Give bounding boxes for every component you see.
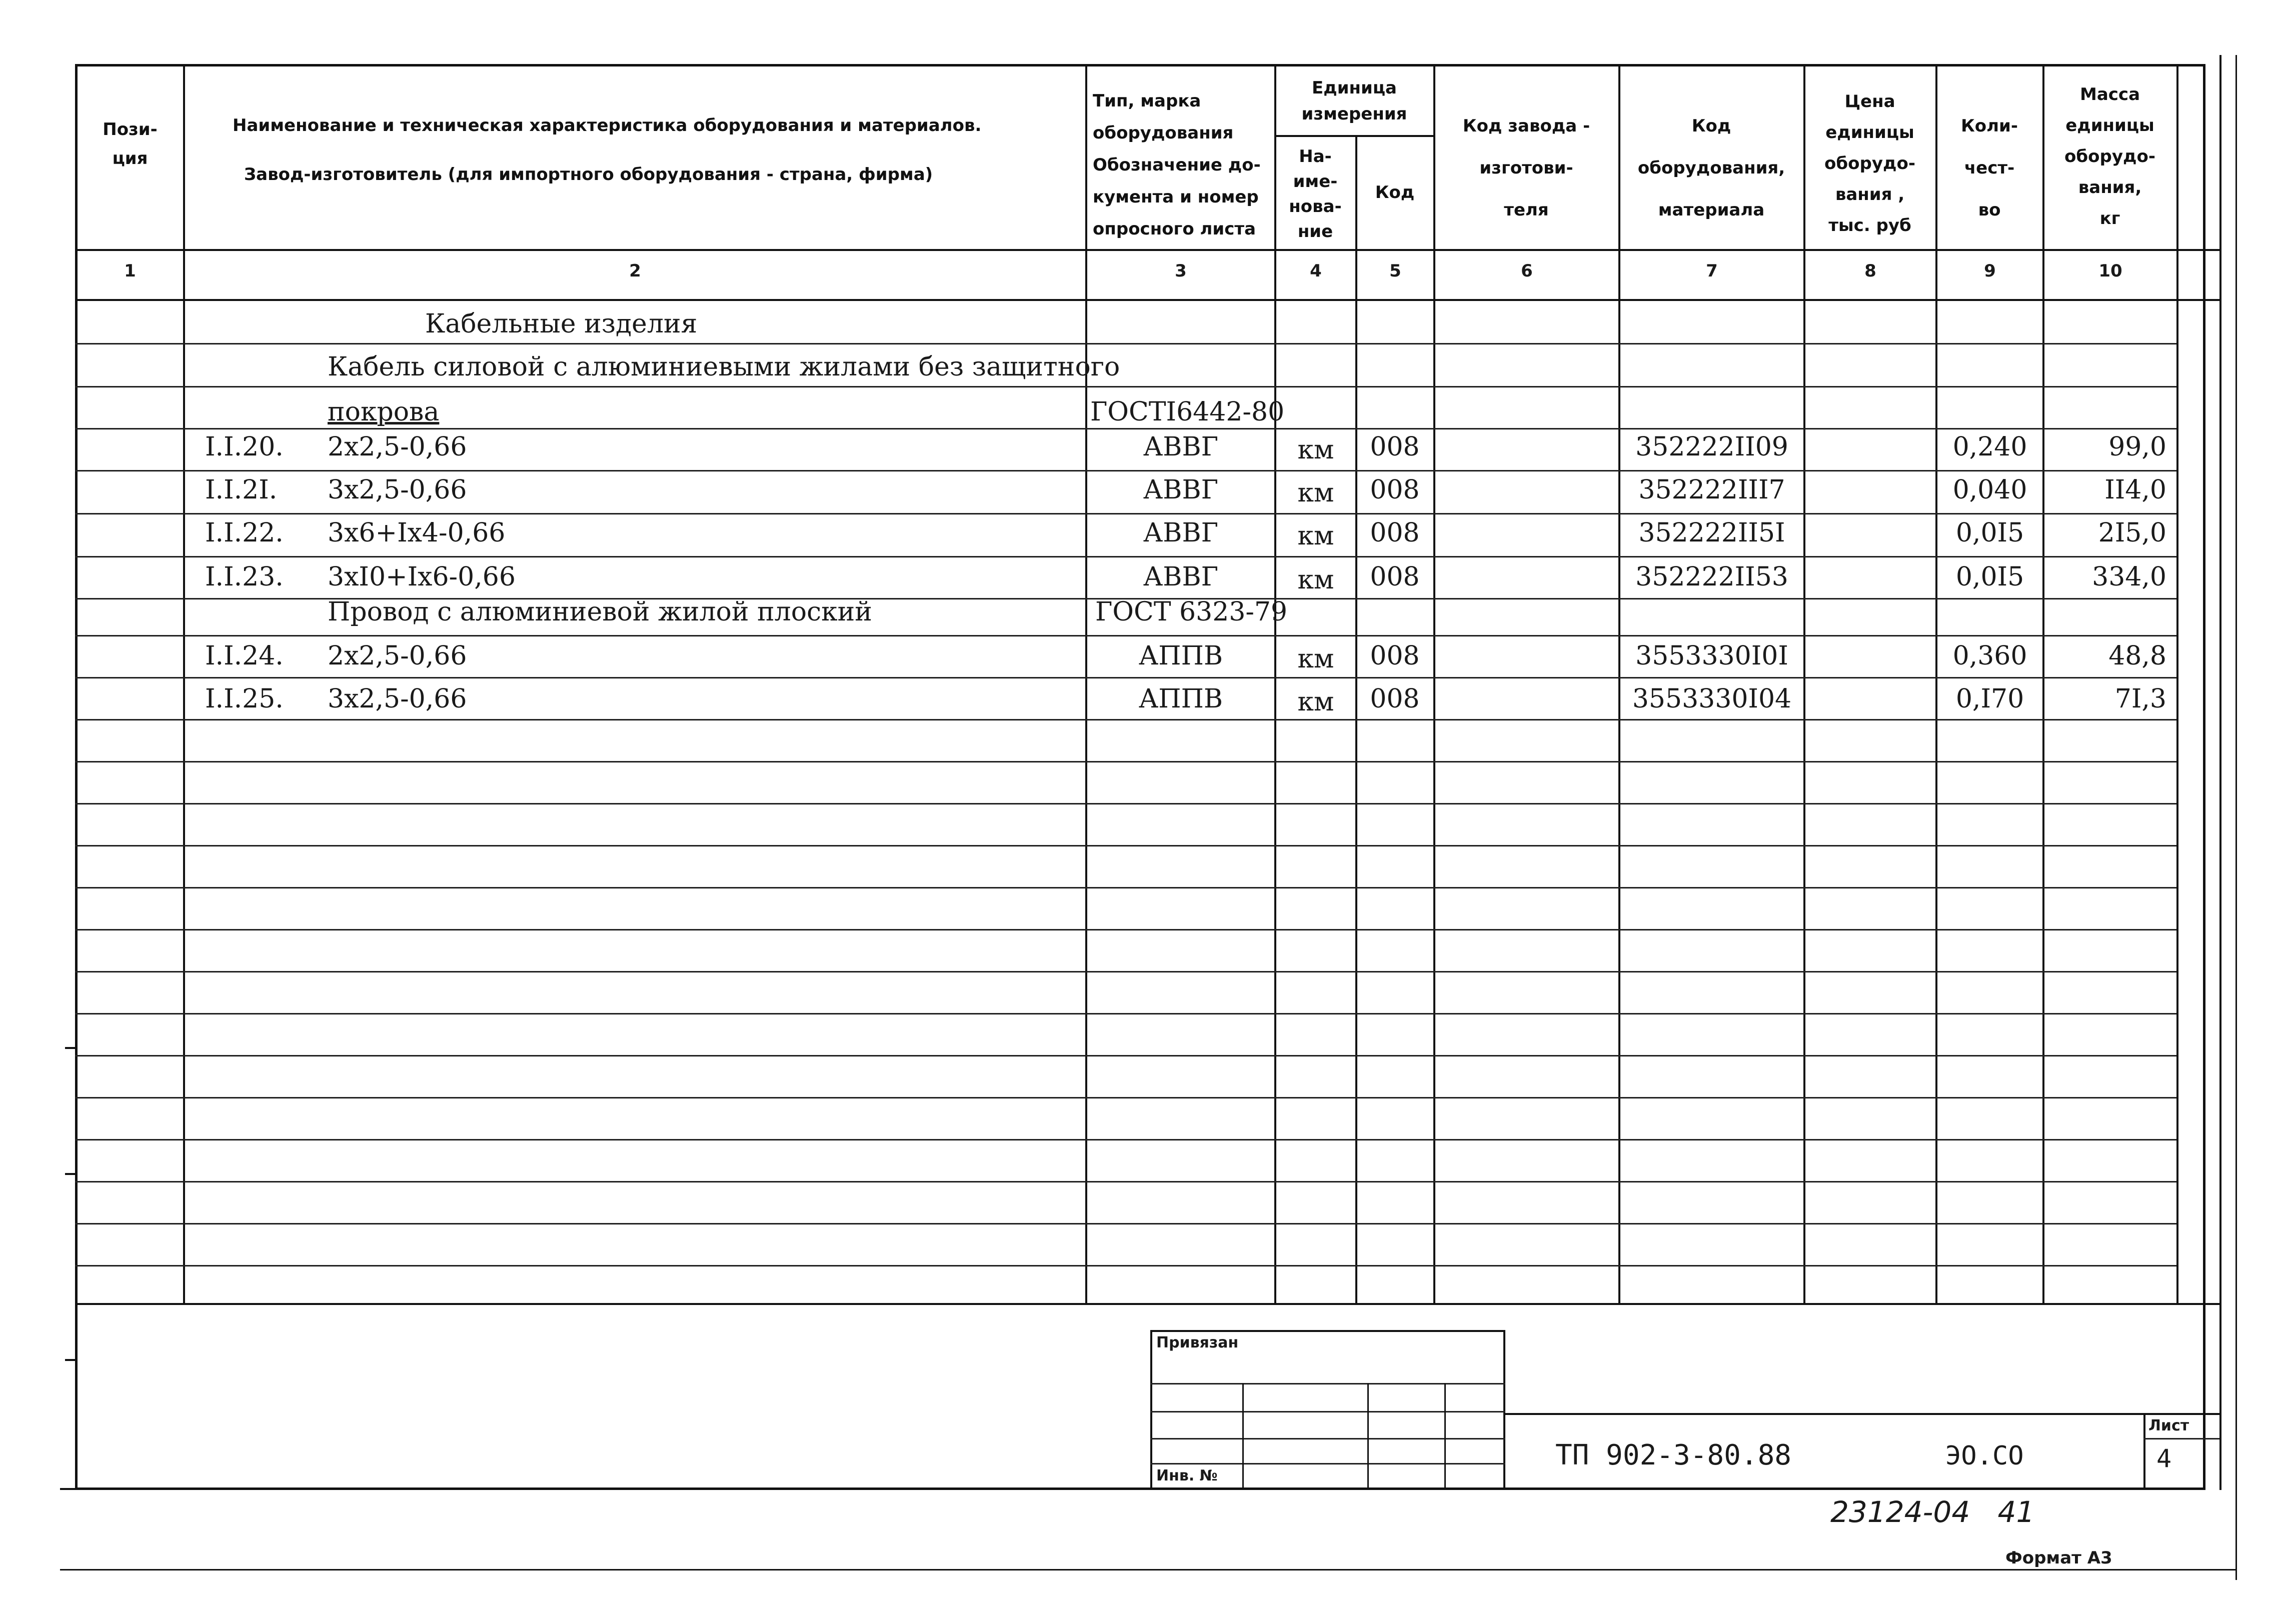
- footer-rule: [60, 1569, 2235, 1570]
- item-mass: 334,0: [2092, 562, 2166, 592]
- item-material-code: 3553330I04: [1632, 684, 1792, 714]
- header-position: Пози- ция: [103, 120, 158, 168]
- header-unit-group: Единица измерения: [1301, 78, 1407, 124]
- row-line: [75, 1013, 2176, 1014]
- row-line: [75, 887, 2176, 888]
- item-name: Кабельные изделия: [425, 309, 698, 339]
- header-unit-code: Код: [1375, 182, 1415, 202]
- body-bottom-line: [75, 1303, 2219, 1305]
- margin-tick: [65, 1359, 76, 1361]
- attached-label: Привязан: [1156, 1334, 1239, 1352]
- item-position: I.I.25.: [205, 684, 284, 714]
- header-material-code: Код оборудования, материала: [1637, 116, 1785, 220]
- item-name: Провод с алюминиевой жилой плоский: [328, 597, 872, 627]
- row-line: [75, 1097, 2176, 1098]
- item-mass: 99,0: [2108, 432, 2166, 462]
- row-line: [75, 803, 2176, 804]
- item-name: покрова: [328, 397, 440, 427]
- row-line: [75, 1139, 2176, 1140]
- stamp-line: [1150, 1463, 1505, 1464]
- header-price: Цена единицы оборудо- вания , тыс. руб: [1824, 92, 1915, 236]
- stamp-line: [1150, 1438, 1505, 1440]
- item-type: ГОСТ 6323-79: [1095, 597, 1288, 627]
- item-unit: км: [1297, 687, 1334, 717]
- bottom-rule: [60, 1488, 1155, 1490]
- header-name-line2: Завод-изготовитель (для импортного оборудования - страна, фирма): [244, 164, 933, 184]
- item-material-code: 352222III7: [1638, 475, 1785, 505]
- row-line: [75, 343, 2176, 344]
- col-line-5: [1433, 64, 1435, 1304]
- page-right-edge: [2219, 55, 2221, 1490]
- item-type: АВВГ: [1143, 432, 1219, 462]
- inventory-label: Инв. №: [1156, 1467, 1218, 1484]
- stamp-divider: [1367, 1383, 1369, 1490]
- row-line: [75, 1265, 2176, 1266]
- sheet-number: 4: [2156, 1444, 2172, 1473]
- item-mass: 7I,3: [2114, 684, 2166, 714]
- header-name-line1: Наименование и техническая характеристика оборудования и материалов.: [233, 116, 982, 136]
- item-unit-code: 008: [1370, 518, 1420, 548]
- col-line-7: [1803, 64, 1805, 1304]
- item-type: АППВ: [1138, 641, 1223, 671]
- title-block-top: [1505, 1413, 2219, 1415]
- row-line: [75, 761, 2176, 762]
- column-number: 7: [1706, 261, 1718, 281]
- format-label: Формат А3: [2005, 1548, 2112, 1568]
- item-name: 3хI0+Iх6-0,66: [328, 562, 516, 592]
- sheet-label-line: [2143, 1438, 2219, 1440]
- margin-tick: [65, 1173, 76, 1175]
- row-line: [75, 1181, 2176, 1182]
- item-unit-code: 008: [1370, 684, 1420, 714]
- item-position: I.I.23.: [205, 562, 284, 592]
- column-number: 9: [1984, 261, 1996, 281]
- header-type: Тип, марка оборудования Обозначение до- кумента и номер опросного листа: [1093, 91, 1261, 239]
- margin-tick: [65, 1047, 76, 1049]
- column-number: 8: [1864, 261, 1876, 281]
- item-type: АВВГ: [1143, 475, 1219, 505]
- item-name: 2х2,5-0,66: [328, 432, 467, 462]
- item-type: АВВГ: [1143, 562, 1219, 592]
- item-unit: км: [1297, 478, 1334, 508]
- column-number: 4: [1310, 261, 1322, 281]
- item-position: I.I.2I.: [205, 475, 278, 505]
- col-line-10: [2176, 64, 2178, 1304]
- item-name: 3х2,5-0,66: [328, 684, 467, 714]
- row-line: [75, 929, 2176, 930]
- item-quantity: 0,360: [1952, 641, 2027, 671]
- item-unit: км: [1297, 521, 1334, 551]
- row-line: [75, 1223, 2176, 1224]
- item-name: 2х2,5-0,66: [328, 641, 467, 671]
- header-bottom-line: [75, 249, 2219, 251]
- header-quantity: Коли- чест- во: [1961, 116, 2018, 220]
- item-mass: II4,0: [2104, 475, 2166, 505]
- item-material-code: 3553330I0I: [1635, 641, 1788, 671]
- header-plant-code: Код завода - изготови- теля: [1462, 116, 1590, 220]
- section-code: ЭО.СО: [1945, 1441, 2024, 1471]
- column-number: 5: [1389, 261, 1401, 281]
- item-type: ГОСТI6442-80: [1090, 397, 1285, 427]
- item-material-code: 352222II5I: [1638, 518, 1785, 548]
- item-name: 3х6+Iх4-0,66: [328, 518, 506, 548]
- column-number: 3: [1175, 261, 1187, 281]
- attached-box: [1150, 1330, 1505, 1490]
- unit-subheader-line: [1274, 135, 1433, 137]
- item-unit-code: 008: [1370, 432, 1420, 462]
- item-mass: 2I5,0: [2098, 518, 2166, 548]
- item-unit-code: 008: [1370, 562, 1420, 592]
- stamp-divider: [1444, 1383, 1446, 1490]
- item-unit-code: 008: [1370, 641, 1420, 671]
- item-type: АВВГ: [1143, 518, 1219, 548]
- item-type: АППВ: [1138, 684, 1223, 714]
- sheet-divider: [2143, 1413, 2145, 1490]
- item-quantity: 0,I70: [1955, 684, 2024, 714]
- document-code: ТП 902-3-80.88: [1555, 1439, 1792, 1472]
- item-unit-code: 008: [1370, 475, 1420, 505]
- stamp-divider: [1242, 1383, 1244, 1490]
- item-quantity: 0,240: [1952, 432, 2027, 462]
- column-number: 1: [124, 261, 136, 281]
- row-line: [75, 845, 2176, 846]
- item-quantity: 0,040: [1952, 475, 2027, 505]
- item-unit: км: [1297, 644, 1334, 674]
- stamp-line: [1150, 1411, 1505, 1412]
- header-mass: Масса единицы оборудо- вания, кг: [2064, 84, 2155, 228]
- item-position: I.I.24.: [205, 641, 284, 671]
- row-line: [75, 1055, 2176, 1056]
- stamp-line: [1150, 1383, 1505, 1384]
- sheet-label: Лист: [2148, 1417, 2189, 1434]
- item-unit: км: [1297, 435, 1334, 465]
- item-quantity: 0,0I5: [1955, 518, 2024, 548]
- column-number: 10: [2098, 261, 2122, 281]
- item-mass: 48,8: [2108, 641, 2166, 671]
- outer-right-edge: [2235, 55, 2237, 1580]
- item-name: 3х2,5-0,66: [328, 475, 467, 505]
- row-line: [75, 971, 2176, 972]
- colnum-bottom-line: [75, 299, 2219, 301]
- item-name: Кабель силовой с алюминиевыми жилами без защитного: [328, 352, 1120, 382]
- item-position: I.I.22.: [205, 518, 284, 548]
- col-line-1: [183, 64, 185, 1304]
- item-material-code: 352222II53: [1635, 562, 1788, 592]
- item-material-code: 352222II09: [1635, 432, 1788, 462]
- item-quantity: 0,0I5: [1955, 562, 2024, 592]
- item-unit: км: [1297, 565, 1334, 595]
- column-number: 6: [1521, 261, 1533, 281]
- column-number: 2: [629, 261, 641, 281]
- header-unit-name: На- име- нова- ние: [1289, 146, 1342, 242]
- handwritten-number: 23124-04 41: [1830, 1495, 2035, 1529]
- item-position: I.I.20.: [205, 432, 284, 462]
